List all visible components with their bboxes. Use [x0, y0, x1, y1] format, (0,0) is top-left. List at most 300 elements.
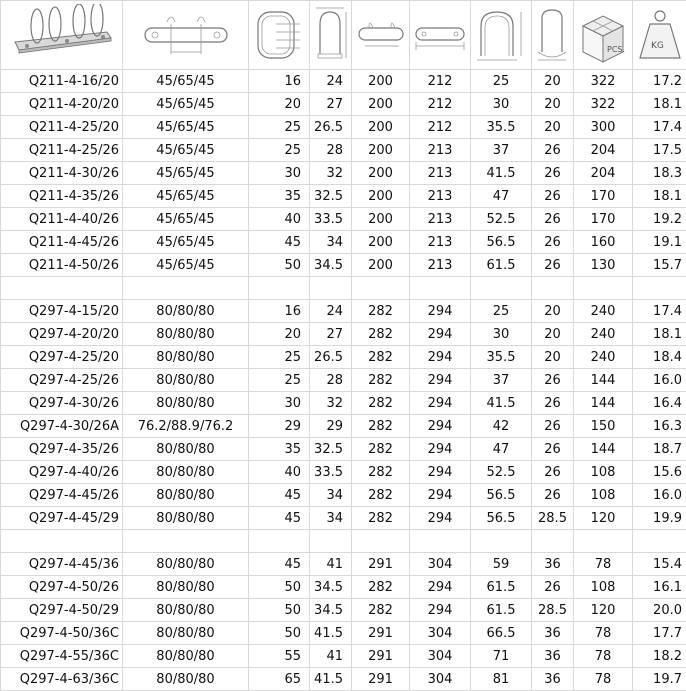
spacing-cell: 80/80/80 — [123, 369, 249, 392]
ring-height-cell: 24 — [310, 300, 352, 323]
ring-diameter-cell: 40 — [249, 461, 310, 484]
ring-width-cell: 56.5 — [471, 507, 532, 530]
header-row — [1, 1, 686, 70]
ring-height-cell: 41 — [310, 645, 352, 668]
carton-qty-cell: 120 — [574, 599, 633, 622]
ring-height-cell: 33.5 — [310, 208, 352, 231]
ring-spacing-cell: 200 — [352, 208, 410, 231]
model-cell: Q297-4-40/26 — [1, 461, 123, 484]
spacing-cell: 80/80/80 — [123, 668, 249, 691]
spacing-cell: 80/80/80 — [123, 507, 249, 530]
ring-height-diagram-icon — [310, 1, 352, 70]
empty-cell — [249, 277, 310, 300]
weight-cell: 16.1 — [633, 576, 686, 599]
ring-width-cell: 61.5 — [471, 599, 532, 622]
total-length-cell: 212 — [410, 93, 471, 116]
ring-diameter-cell: 35 — [249, 438, 310, 461]
empty-cell — [1, 277, 123, 300]
ring-width-cell: 41.5 — [471, 392, 532, 415]
empty-cell — [633, 277, 686, 300]
table-row — [1, 139, 686, 162]
carton-qty-cell: 108 — [574, 484, 633, 507]
empty-cell — [633, 530, 686, 553]
total-length-cell: 213 — [410, 208, 471, 231]
model-cell: Q297-4-45/29 — [1, 507, 123, 530]
weight-cell: 15.4 — [633, 553, 686, 576]
ring-diameter-cell: 50 — [249, 254, 310, 277]
ring-width-cell: 56.5 — [471, 231, 532, 254]
ring-diameter-cell: 45 — [249, 553, 310, 576]
ring-spacing-cell: 282 — [352, 576, 410, 599]
total-length-cell: 212 — [410, 70, 471, 93]
ring-depth-cell: 36 — [532, 622, 574, 645]
ring-height-cell: 29 — [310, 415, 352, 438]
weight-cell: 16.0 — [633, 484, 686, 507]
carton-qty-cell: 78 — [574, 645, 633, 668]
ring-spacing-cell: 200 — [352, 231, 410, 254]
model-cell: Q211-4-30/26 — [1, 162, 123, 185]
ring-depth-cell: 20 — [532, 93, 574, 116]
carton-qty-cell: 78 — [574, 622, 633, 645]
table-row — [1, 185, 686, 208]
model-cell: Q297-4-35/26 — [1, 438, 123, 461]
total-length-cell: 304 — [410, 645, 471, 668]
ring-height-cell: 26.5 — [310, 346, 352, 369]
ring-depth-cell: 26 — [532, 392, 574, 415]
model-cell: Q211-4-25/20 — [1, 116, 123, 139]
model-cell: Q297-4-55/36C — [1, 645, 123, 668]
ring-width-cell: 30 — [471, 93, 532, 116]
empty-cell — [249, 530, 310, 553]
carton-qty-cell: 78 — [574, 553, 633, 576]
ring-diameter-cell: 30 — [249, 392, 310, 415]
total-length-cell: 294 — [410, 369, 471, 392]
ring-height-cell: 32 — [310, 392, 352, 415]
ring-width-diagram-icon — [471, 1, 532, 70]
ring-width-cell: 30 — [471, 323, 532, 346]
table-row — [1, 116, 686, 139]
weight-cell: 18.2 — [633, 645, 686, 668]
ring-width-cell: 25 — [471, 300, 532, 323]
spacing-cell: 80/80/80 — [123, 484, 249, 507]
ring-height-cell: 33.5 — [310, 461, 352, 484]
total-length-cell: 294 — [410, 346, 471, 369]
total-length-cell: 294 — [410, 415, 471, 438]
ring-depth-cell: 26 — [532, 576, 574, 599]
ring-width-cell: 56.5 — [471, 484, 532, 507]
empty-cell — [574, 530, 633, 553]
ring-width-cell: 35.5 — [471, 346, 532, 369]
model-cell: Q211-4-16/20 — [1, 70, 123, 93]
base-length-diagram-icon — [123, 1, 249, 70]
carton-qty-cell: 160 — [574, 231, 633, 254]
total-length-cell: 294 — [410, 484, 471, 507]
ring-depth-cell: 26 — [532, 484, 574, 507]
ring-spacing-cell: 200 — [352, 162, 410, 185]
ring-height-cell: 34.5 — [310, 576, 352, 599]
table-row — [1, 346, 686, 369]
ring-diameter-cell: 65 — [249, 668, 310, 691]
table-row — [1, 599, 686, 622]
total-length-cell: 294 — [410, 300, 471, 323]
model-cell: Q297-4-50/26 — [1, 576, 123, 599]
table-row — [1, 438, 686, 461]
spacing-cell: 45/65/45 — [123, 139, 249, 162]
spacing-cell: 80/80/80 — [123, 346, 249, 369]
table-row — [1, 645, 686, 668]
ring-diameter-cell: 45 — [249, 231, 310, 254]
ring-diameter-cell: 35 — [249, 185, 310, 208]
model-cell: Q297-4-50/29 — [1, 599, 123, 622]
ring-diameter-cell: 50 — [249, 599, 310, 622]
model-cell: Q297-4-45/26 — [1, 484, 123, 507]
table-row — [1, 668, 686, 691]
ring-spacing-diagram-icon — [352, 1, 410, 70]
weight-cell: 19.7 — [633, 668, 686, 691]
spacing-cell: 80/80/80 — [123, 392, 249, 415]
ring-depth-cell: 20 — [532, 116, 574, 139]
ring-width-cell: 61.5 — [471, 576, 532, 599]
carton-qty-cell: 108 — [574, 461, 633, 484]
ring-diameter-cell: 20 — [249, 93, 310, 116]
spacing-cell: 80/80/80 — [123, 645, 249, 668]
ring-spacing-cell: 282 — [352, 346, 410, 369]
total-length-cell: 294 — [410, 438, 471, 461]
weight-cell: 15.7 — [633, 254, 686, 277]
spacing-cell: 80/80/80 — [123, 323, 249, 346]
ring-depth-cell: 26 — [532, 185, 574, 208]
ring-depth-cell: 20 — [532, 346, 574, 369]
carton-qty-cell: 240 — [574, 300, 633, 323]
ring-width-cell: 37 — [471, 369, 532, 392]
total-length-cell: 294 — [410, 392, 471, 415]
ring-height-cell: 34 — [310, 231, 352, 254]
carton-qty-cell: 144 — [574, 438, 633, 461]
ring-spacing-cell: 200 — [352, 70, 410, 93]
ring-depth-cell: 36 — [532, 553, 574, 576]
table-row — [1, 415, 686, 438]
weight-cell: 18.1 — [633, 93, 686, 116]
total-length-cell: 304 — [410, 622, 471, 645]
empty-cell — [352, 277, 410, 300]
carton-qty-cell: 108 — [574, 576, 633, 599]
ring-height-cell: 34.5 — [310, 254, 352, 277]
ring-mechanism-photo-icon — [1, 1, 123, 70]
model-cell: Q297-4-45/36 — [1, 553, 123, 576]
ring-width-cell: 71 — [471, 645, 532, 668]
ring-height-cell: 32 — [310, 162, 352, 185]
weight-cell: 17.7 — [633, 622, 686, 645]
ring-spacing-cell: 282 — [352, 461, 410, 484]
carton-pcs-label: PCS. — [607, 45, 626, 54]
total-length-cell: 304 — [410, 553, 471, 576]
empty-cell — [123, 530, 249, 553]
ring-spacing-cell: 282 — [352, 484, 410, 507]
spacing-cell: 80/80/80 — [123, 599, 249, 622]
total-length-cell: 294 — [410, 507, 471, 530]
weight-cell: 18.1 — [633, 323, 686, 346]
model-cell: Q211-4-40/26 — [1, 208, 123, 231]
ring-diameter-cell: 30 — [249, 162, 310, 185]
ring-depth-cell: 36 — [532, 668, 574, 691]
model-cell: Q211-4-50/26 — [1, 254, 123, 277]
spacing-cell: 76.2/88.9/76.2 — [123, 415, 249, 438]
total-length-cell: 213 — [410, 254, 471, 277]
model-cell: Q297-4-25/26 — [1, 369, 123, 392]
total-length-cell: 213 — [410, 162, 471, 185]
ring-height-cell: 27 — [310, 93, 352, 116]
carton-qty-cell: 240 — [574, 346, 633, 369]
carton-qty-cell: 204 — [574, 162, 633, 185]
model-cell: Q297-4-50/36C — [1, 622, 123, 645]
table-row — [1, 208, 686, 231]
spacing-cell: 80/80/80 — [123, 553, 249, 576]
total-length-cell: 213 — [410, 139, 471, 162]
ring-height-cell: 32.5 — [310, 185, 352, 208]
spacing-cell: 45/65/45 — [123, 185, 249, 208]
carton-qty-cell: 78 — [574, 668, 633, 691]
ring-spacing-cell: 200 — [352, 93, 410, 116]
total-length-diagram-icon — [410, 1, 471, 70]
table-row — [1, 461, 686, 484]
carton-qty-cell: 240 — [574, 323, 633, 346]
ring-height-cell: 34.5 — [310, 599, 352, 622]
weight-kg-label: KG — [650, 41, 664, 51]
total-length-cell: 304 — [410, 668, 471, 691]
table-row — [1, 300, 686, 323]
weight-cell: 18.4 — [633, 346, 686, 369]
ring-width-cell: 66.5 — [471, 622, 532, 645]
table-row — [1, 323, 686, 346]
model-cell: Q211-4-25/26 — [1, 139, 123, 162]
spacing-cell: 80/80/80 — [123, 438, 249, 461]
empty-cell — [574, 277, 633, 300]
empty-cell — [410, 530, 471, 553]
empty-cell — [410, 277, 471, 300]
spacing-cell: 45/65/45 — [123, 116, 249, 139]
ring-spacing-cell: 282 — [352, 415, 410, 438]
ring-width-cell: 35.5 — [471, 116, 532, 139]
ring-spacing-cell: 200 — [352, 139, 410, 162]
ring-depth-cell: 26 — [532, 438, 574, 461]
ring-spacing-cell: 291 — [352, 622, 410, 645]
model-cell: Q211-4-45/26 — [1, 231, 123, 254]
ring-height-cell: 41 — [310, 553, 352, 576]
spacing-cell: 80/80/80 — [123, 300, 249, 323]
ring-spacing-cell: 200 — [352, 254, 410, 277]
total-length-cell: 213 — [410, 185, 471, 208]
table-row — [1, 162, 686, 185]
carton-qty-cell: 120 — [574, 507, 633, 530]
table-row — [1, 484, 686, 507]
ring-diameter-cell: 50 — [249, 576, 310, 599]
ring-width-cell: 81 — [471, 668, 532, 691]
spacing-cell: 45/65/45 — [123, 254, 249, 277]
ring-width-cell: 61.5 — [471, 254, 532, 277]
model-cell: Q297-4-30/26A — [1, 415, 123, 438]
ring-spacing-cell: 282 — [352, 392, 410, 415]
weight-cell: 17.5 — [633, 139, 686, 162]
spacing-cell: 45/65/45 — [123, 231, 249, 254]
weight-cell: 18.1 — [633, 185, 686, 208]
ring-depth-diagram-icon — [532, 1, 574, 70]
weight-cell: 17.4 — [633, 116, 686, 139]
ring-spacing-cell: 282 — [352, 507, 410, 530]
empty-cell — [532, 277, 574, 300]
carton-qty-cell: 150 — [574, 415, 633, 438]
table-row — [1, 254, 686, 277]
spacing-cell: 45/65/45 — [123, 93, 249, 116]
ring-height-cell: 27 — [310, 323, 352, 346]
ring-depth-cell: 28.5 — [532, 599, 574, 622]
spacing-cell: 80/80/80 — [123, 622, 249, 645]
ring-width-cell: 42 — [471, 415, 532, 438]
weight-kg-diagram-icon — [633, 1, 686, 70]
spacing-cell: 45/65/45 — [123, 70, 249, 93]
weight-cell: 19.1 — [633, 231, 686, 254]
spacing-cell: 80/80/80 — [123, 576, 249, 599]
empty-cell — [1, 530, 123, 553]
ring-depth-cell: 26 — [532, 139, 574, 162]
table-row — [1, 70, 686, 93]
ring-height-cell: 34 — [310, 484, 352, 507]
ring-depth-cell: 26 — [532, 254, 574, 277]
ring-depth-cell: 26 — [532, 415, 574, 438]
carton-qty-cell: 144 — [574, 369, 633, 392]
weight-cell: 17.2 — [633, 70, 686, 93]
ring-depth-cell: 36 — [532, 645, 574, 668]
spacing-cell: 45/65/45 — [123, 162, 249, 185]
ring-spacing-cell: 282 — [352, 369, 410, 392]
carton-pcs-diagram-icon — [574, 1, 633, 70]
empty-cell — [310, 277, 352, 300]
carton-qty-cell: 300 — [574, 116, 633, 139]
ring-spacing-cell: 291 — [352, 668, 410, 691]
weight-cell: 18.3 — [633, 162, 686, 185]
ring-diameter-cell: 55 — [249, 645, 310, 668]
ring-width-cell: 52.5 — [471, 461, 532, 484]
ring-width-cell: 47 — [471, 185, 532, 208]
ring-spacing-cell: 282 — [352, 300, 410, 323]
model-cell: Q211-4-35/26 — [1, 185, 123, 208]
table-row — [1, 507, 686, 530]
spacing-cell: 45/65/45 — [123, 208, 249, 231]
weight-cell: 20.0 — [633, 599, 686, 622]
model-cell: Q297-4-15/20 — [1, 300, 123, 323]
ring-height-cell: 41.5 — [310, 622, 352, 645]
ring-spacing-cell: 291 — [352, 645, 410, 668]
ring-width-cell: 37 — [471, 139, 532, 162]
group-separator-row — [1, 530, 686, 553]
empty-cell — [352, 530, 410, 553]
empty-cell — [471, 530, 532, 553]
ring-width-cell: 47 — [471, 438, 532, 461]
ring-diameter-cell: 16 — [249, 300, 310, 323]
ring-depth-cell: 20 — [532, 70, 574, 93]
ring-height-cell: 41.5 — [310, 668, 352, 691]
ring-width-cell: 41.5 — [471, 162, 532, 185]
table-row — [1, 93, 686, 116]
ring-diameter-cell: 25 — [249, 346, 310, 369]
ring-depth-cell: 20 — [532, 323, 574, 346]
ring-spacing-cell: 282 — [352, 438, 410, 461]
ring-height-cell: 28 — [310, 139, 352, 162]
total-length-cell: 294 — [410, 576, 471, 599]
group-separator-row — [1, 277, 686, 300]
ring-diameter-cell: 25 — [249, 139, 310, 162]
ring-depth-cell: 26 — [532, 461, 574, 484]
total-length-cell: 294 — [410, 461, 471, 484]
empty-cell — [310, 530, 352, 553]
ring-depth-cell: 20 — [532, 300, 574, 323]
ring-diameter-cell: 16 — [249, 70, 310, 93]
carton-qty-cell: 322 — [574, 93, 633, 116]
ring-diameter-cell: 20 — [249, 323, 310, 346]
total-length-cell: 212 — [410, 116, 471, 139]
carton-qty-cell: 170 — [574, 185, 633, 208]
ring-height-cell: 32.5 — [310, 438, 352, 461]
weight-cell: 18.7 — [633, 438, 686, 461]
table-row — [1, 553, 686, 576]
ring-spacing-cell: 200 — [352, 185, 410, 208]
carton-qty-cell: 130 — [574, 254, 633, 277]
table-row — [1, 622, 686, 645]
model-cell: Q297-4-25/20 — [1, 346, 123, 369]
ring-height-cell: 34 — [310, 507, 352, 530]
table-row — [1, 231, 686, 254]
model-cell: Q297-4-20/20 — [1, 323, 123, 346]
carton-qty-cell: 170 — [574, 208, 633, 231]
ring-depth-cell: 26 — [532, 162, 574, 185]
ring-spacing-cell: 282 — [352, 323, 410, 346]
model-cell: Q297-4-30/26 — [1, 392, 123, 415]
weight-cell: 16.3 — [633, 415, 686, 438]
ring-height-cell: 28 — [310, 369, 352, 392]
ring-width-cell: 52.5 — [471, 208, 532, 231]
table-row — [1, 369, 686, 392]
empty-cell — [532, 530, 574, 553]
carton-qty-cell: 322 — [574, 70, 633, 93]
model-cell: Q211-4-20/20 — [1, 93, 123, 116]
empty-cell — [123, 277, 249, 300]
total-length-cell: 213 — [410, 231, 471, 254]
ring-diameter-cell: 50 — [249, 622, 310, 645]
carton-qty-cell: 144 — [574, 392, 633, 415]
ring-depth-cell: 26 — [532, 208, 574, 231]
table-row — [1, 392, 686, 415]
ring-diameter-cell: 40 — [249, 208, 310, 231]
model-cell: Q297-4-63/36C — [1, 668, 123, 691]
ring-depth-cell: 28.5 — [532, 507, 574, 530]
weight-cell: 16.4 — [633, 392, 686, 415]
ring-height-cell: 26.5 — [310, 116, 352, 139]
ring-diameter-cell: 29 — [249, 415, 310, 438]
ring-diameter-cell: 45 — [249, 484, 310, 507]
weight-cell: 15.6 — [633, 461, 686, 484]
ring-spacing-cell: 200 — [352, 116, 410, 139]
total-length-cell: 294 — [410, 323, 471, 346]
ring-diameter-diagram-icon — [249, 1, 310, 70]
weight-cell: 19.9 — [633, 507, 686, 530]
empty-cell — [471, 277, 532, 300]
ring-diameter-cell: 45 — [249, 507, 310, 530]
ring-depth-cell: 26 — [532, 369, 574, 392]
table-row — [1, 576, 686, 599]
ring-width-cell: 59 — [471, 553, 532, 576]
ring-spacing-cell: 282 — [352, 599, 410, 622]
spacing-cell: 80/80/80 — [123, 461, 249, 484]
ring-depth-cell: 26 — [532, 231, 574, 254]
